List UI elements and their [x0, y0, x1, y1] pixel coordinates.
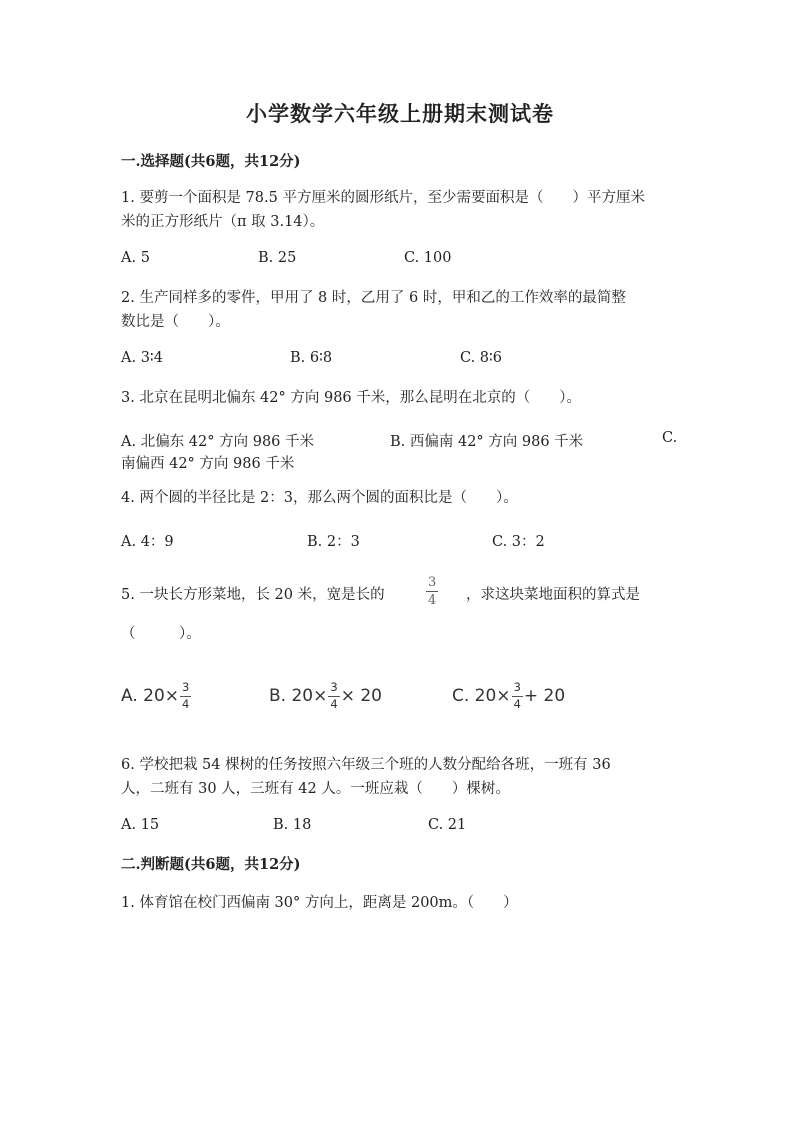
question-4-option-b: B. 2：3	[307, 534, 360, 550]
question-3-option-a: A. 北偏东 42° 方向 986 千米	[121, 434, 315, 450]
question-3-line-1: 3. 北京在昆明北偏东 42° 方向 986 千米，那么昆明在北京的（ ）。	[121, 390, 582, 406]
page-title: 小学数学六年级上册期末测试卷	[246, 101, 554, 126]
option-a-prefix: A. 20×	[121, 686, 180, 706]
question-6-line-2: 人，二班有 30 人，三班有 42 人。一班应栽（ ）棵树。	[121, 781, 510, 797]
section-heading-judgement: 二.判断题(共6题，共12分)	[121, 856, 301, 873]
question-1-option-b: B. 25	[258, 250, 297, 266]
question-3-option-b: B. 西偏南 42° 方向 986 千米	[390, 434, 584, 450]
section-heading-choice: 一.选择题(共6题，共12分)	[121, 153, 301, 170]
fraction-numerator: 3	[180, 682, 191, 697]
question-5-option-a	[121, 682, 192, 710]
fraction-denominator: 4	[330, 696, 338, 711]
question-4-line-1: 4. 两个圆的半径比是 2：3，那么两个圆的面积比是（ ）。	[121, 490, 518, 506]
question-1-line-1: 1. 要剪一个面积是 78.5 平方厘米的圆形纸片，至少需要面积是（ ）平方厘米	[121, 190, 645, 206]
option-b-prefix: B. 20×	[269, 686, 328, 706]
option-a-fraction	[180, 682, 191, 710]
question-4-option-a: A. 4：9	[121, 534, 174, 550]
fraction-numerator: 3	[512, 682, 523, 697]
fraction-numerator: 3	[428, 575, 437, 590]
question-6-option-c: C. 21	[428, 817, 467, 833]
option-b-suffix: × 20	[340, 686, 382, 706]
fraction-denominator: 4	[182, 696, 190, 711]
question-3-option-c-text: 南偏西 42° 方向 986 千米	[121, 456, 295, 472]
question-5-line-1-prefix: 5. 一块长方形菜地，长 20 米，宽是长的	[121, 587, 385, 603]
option-c-prefix: C. 20×	[452, 686, 511, 706]
question-2-option-b: B. 6∶8	[290, 350, 333, 366]
question-2-line-2: 数比是（ ）。	[121, 314, 230, 330]
question-2-line-1: 2. 生产同样多的零件，甲用了 8 时，乙用了 6 时，甲和乙的工作效率的最简整	[121, 290, 626, 306]
question-6-line-1: 6. 学校把栽 54 棵树的任务按照六年级三个班的人数分配给各班，一班有 36	[121, 757, 611, 773]
question-1-line-2: 米的正方形纸片（π 取 3.14）。	[121, 214, 325, 230]
question-3-option-c: C.	[662, 430, 678, 446]
judgement-1-line-1: 1. 体育馆在校门西偏南 30° 方向上，距离是 200m。（ ）	[121, 895, 518, 911]
option-c-suffix: + 20	[523, 686, 566, 706]
fraction-denominator: 4	[428, 593, 437, 608]
question-5-line-1-suffix: ，求这块菜地面积的算式是	[466, 587, 640, 603]
option-b-fraction	[328, 682, 339, 710]
fraction-denominator: 4	[513, 696, 521, 711]
question-5-line-2: （ ）。	[121, 626, 201, 642]
question-5-option-c	[452, 682, 565, 710]
question-5-option-b	[269, 682, 382, 710]
question-1-option-a: A. 5	[121, 250, 150, 266]
question-2-option-c: C. 8∶6	[460, 350, 503, 366]
question-6-option-a: A. 15	[121, 817, 160, 833]
question-1-option-c: C. 100	[404, 250, 452, 266]
question-5-fraction	[426, 576, 438, 607]
question-2-option-a: A. 3∶4	[121, 350, 163, 366]
question-4-option-c: C. 3：2	[492, 534, 545, 550]
question-6-option-b: B. 18	[273, 817, 312, 833]
option-c-fraction	[512, 682, 523, 710]
fraction-numerator: 3	[328, 682, 339, 697]
